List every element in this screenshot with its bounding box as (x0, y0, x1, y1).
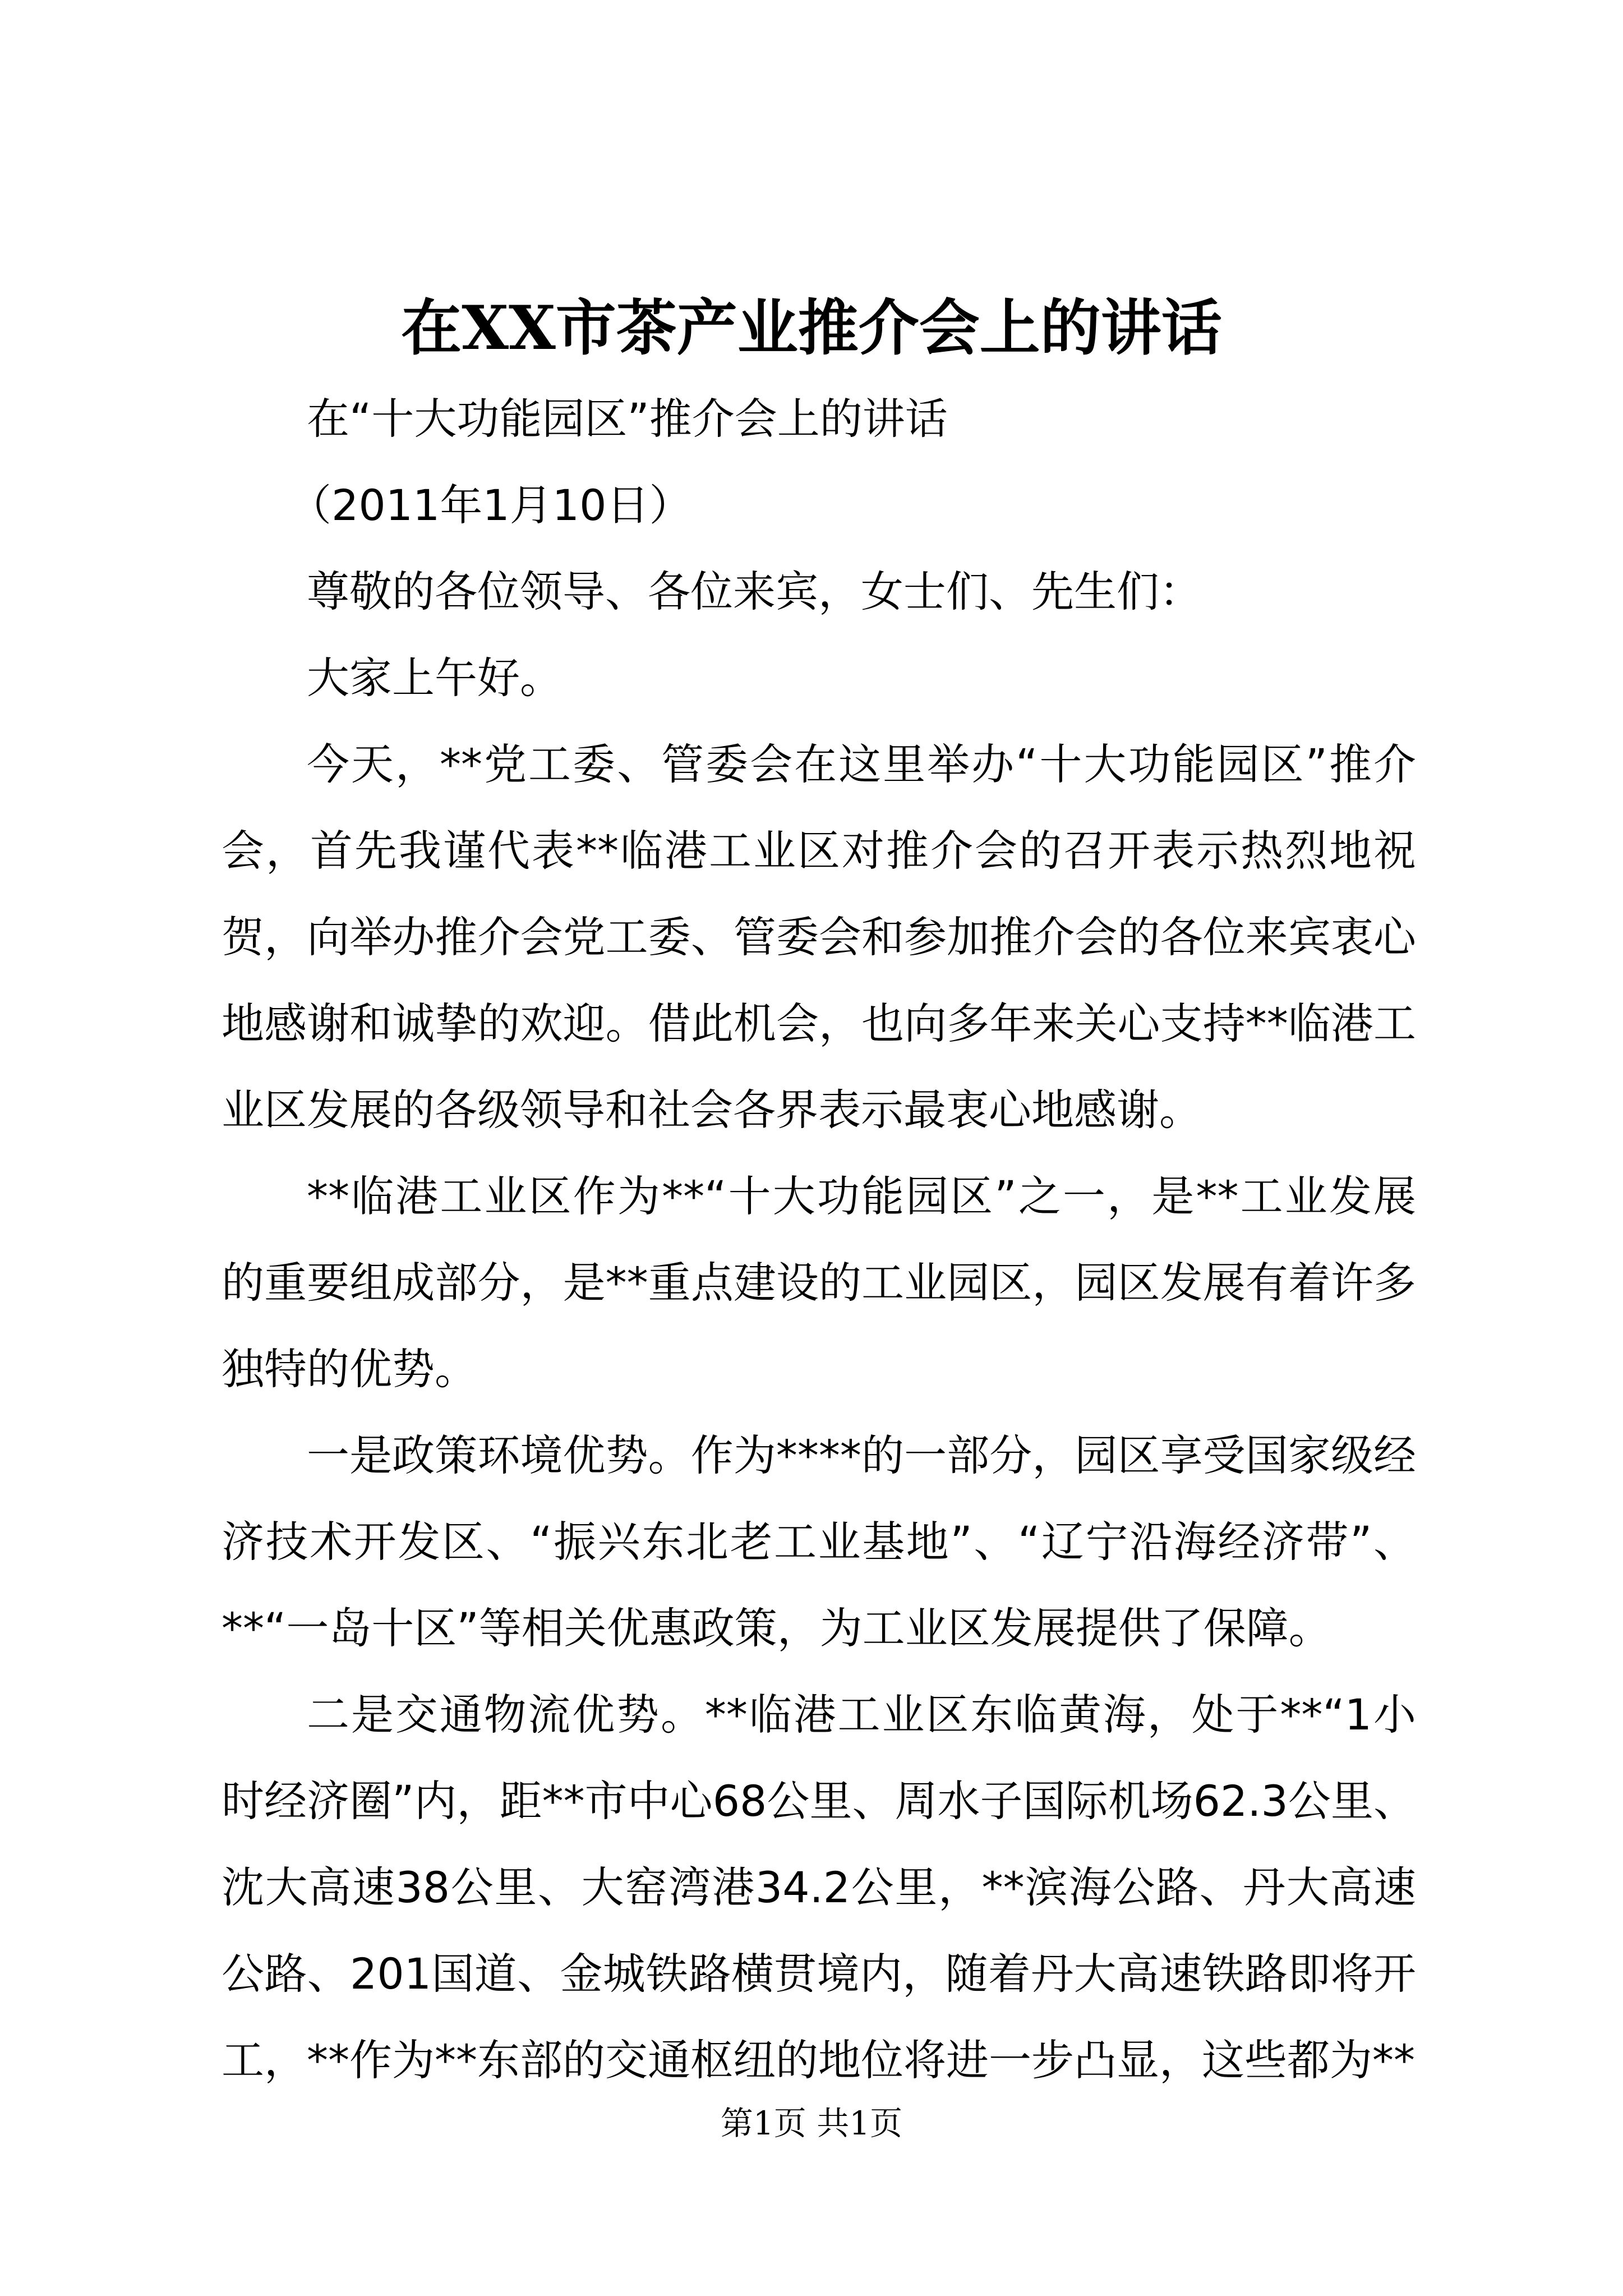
page-footer: 第1页 共1页 (720, 2104, 903, 2142)
greeting: 大家上午好。 (307, 653, 562, 703)
salutation: 尊敬的各位领导、各位来宾，女士们、先生们： (307, 567, 1202, 616)
document-title: 在XX市茶产业推介会上的讲话 (401, 293, 1222, 364)
document-body (222, 376, 1416, 2104)
paragraph-introduction: **临港工业区作为**“十大功能园区”之一，是**工业发展的重要组成部分，是**重点建设的工业园区，园区发展有着许多独特的优势。 (222, 1171, 1416, 1394)
paragraph-transport-advantage: 二是交通物流优势。**临港工业区东临黄海，处于**“1小时经济圈”内，距**市中心68公里、周水子国际机场62.3公里、沈大高速38公里、大窑湾港34.2公里，**滨海公路、丹大高速公路、201国道、金城铁路横贯境内，随着丹大高速铁路即将开工，**作为**东部的交通枢纽的地位将进一步凸显，这些都为** (222, 1690, 1416, 2085)
paragraph-policy-advantage: 一是政策环境优势。作为****的一部分，园区享受国家级经济技术开发区、“振兴东北老工业基地”、“辽宁沿海经济带”、**“一岛十区”等相关优惠政策，为工业区发展提供了保障。 (222, 1430, 1416, 1653)
paragraph-opening: 今天，**党工委、管委会在这里举办“十大功能园区”推介会，首先我谨代表**临港工业区对推介会的召开表示热烈地祝贺，向举办推介会党工委、管委会和参加推介会的各位来宾衷心地感谢和诚挚的欢迎。借此机会，也向多年来关心支持**临港工业区发展的各级领导和社会各界表示最衷心地感谢。 (222, 739, 1416, 1135)
document-date: （2011年1月10日） (289, 480, 692, 530)
document-subtitle: 在“十大功能园区”推介会上的讲话 (307, 394, 948, 444)
